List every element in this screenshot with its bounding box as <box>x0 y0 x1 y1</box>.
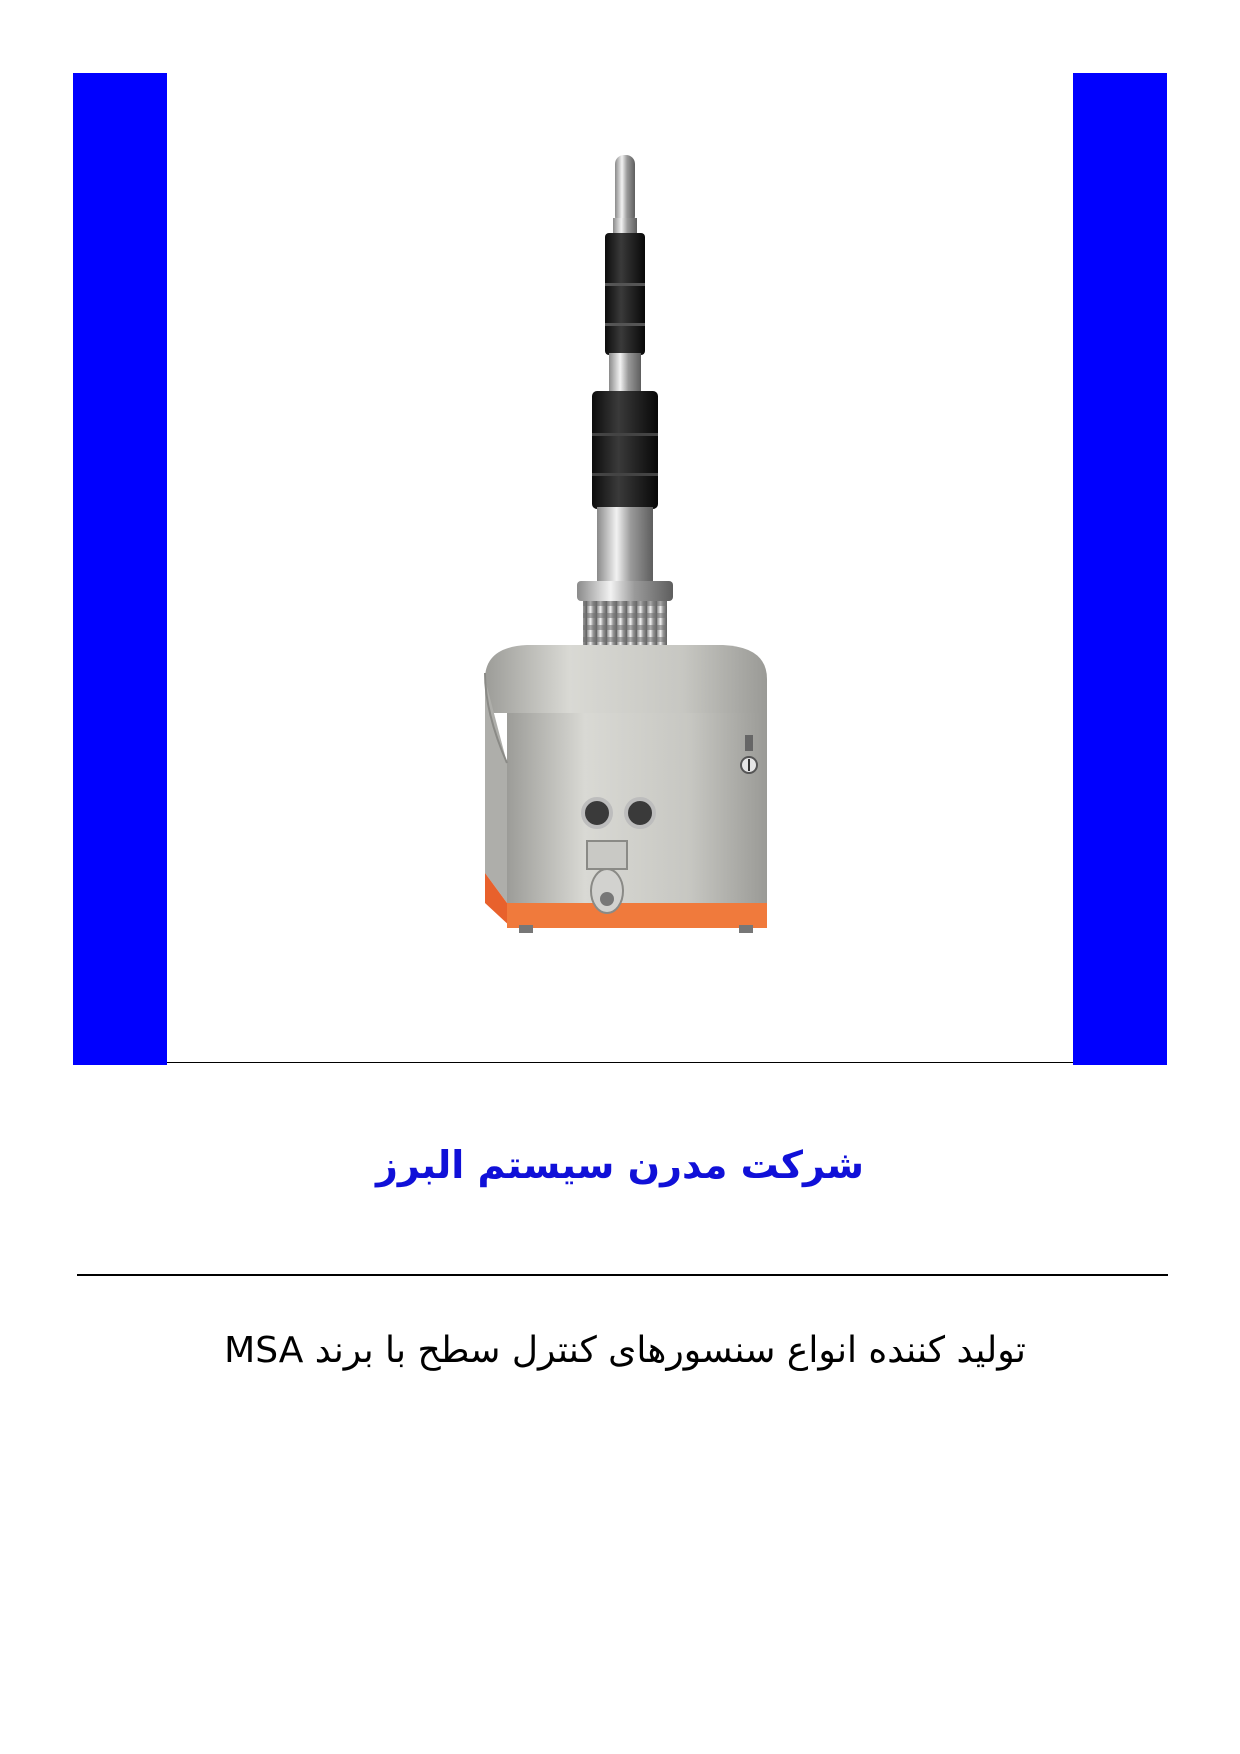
company-title: شرکت مدرن سیستم البرز <box>376 1143 864 1187</box>
section-divider <box>77 1274 1168 1276</box>
frame-bottom-line <box>167 1062 1073 1063</box>
cover-frame <box>73 73 1167 1065</box>
left-blue-bar <box>73 73 167 1065</box>
company-tagline: تولید کننده انواع سنسورهای کنترل سطح با برند MSA <box>224 1330 1026 1371</box>
level-sensor-photo <box>167 73 1073 1063</box>
right-blue-bar <box>1073 73 1167 1065</box>
